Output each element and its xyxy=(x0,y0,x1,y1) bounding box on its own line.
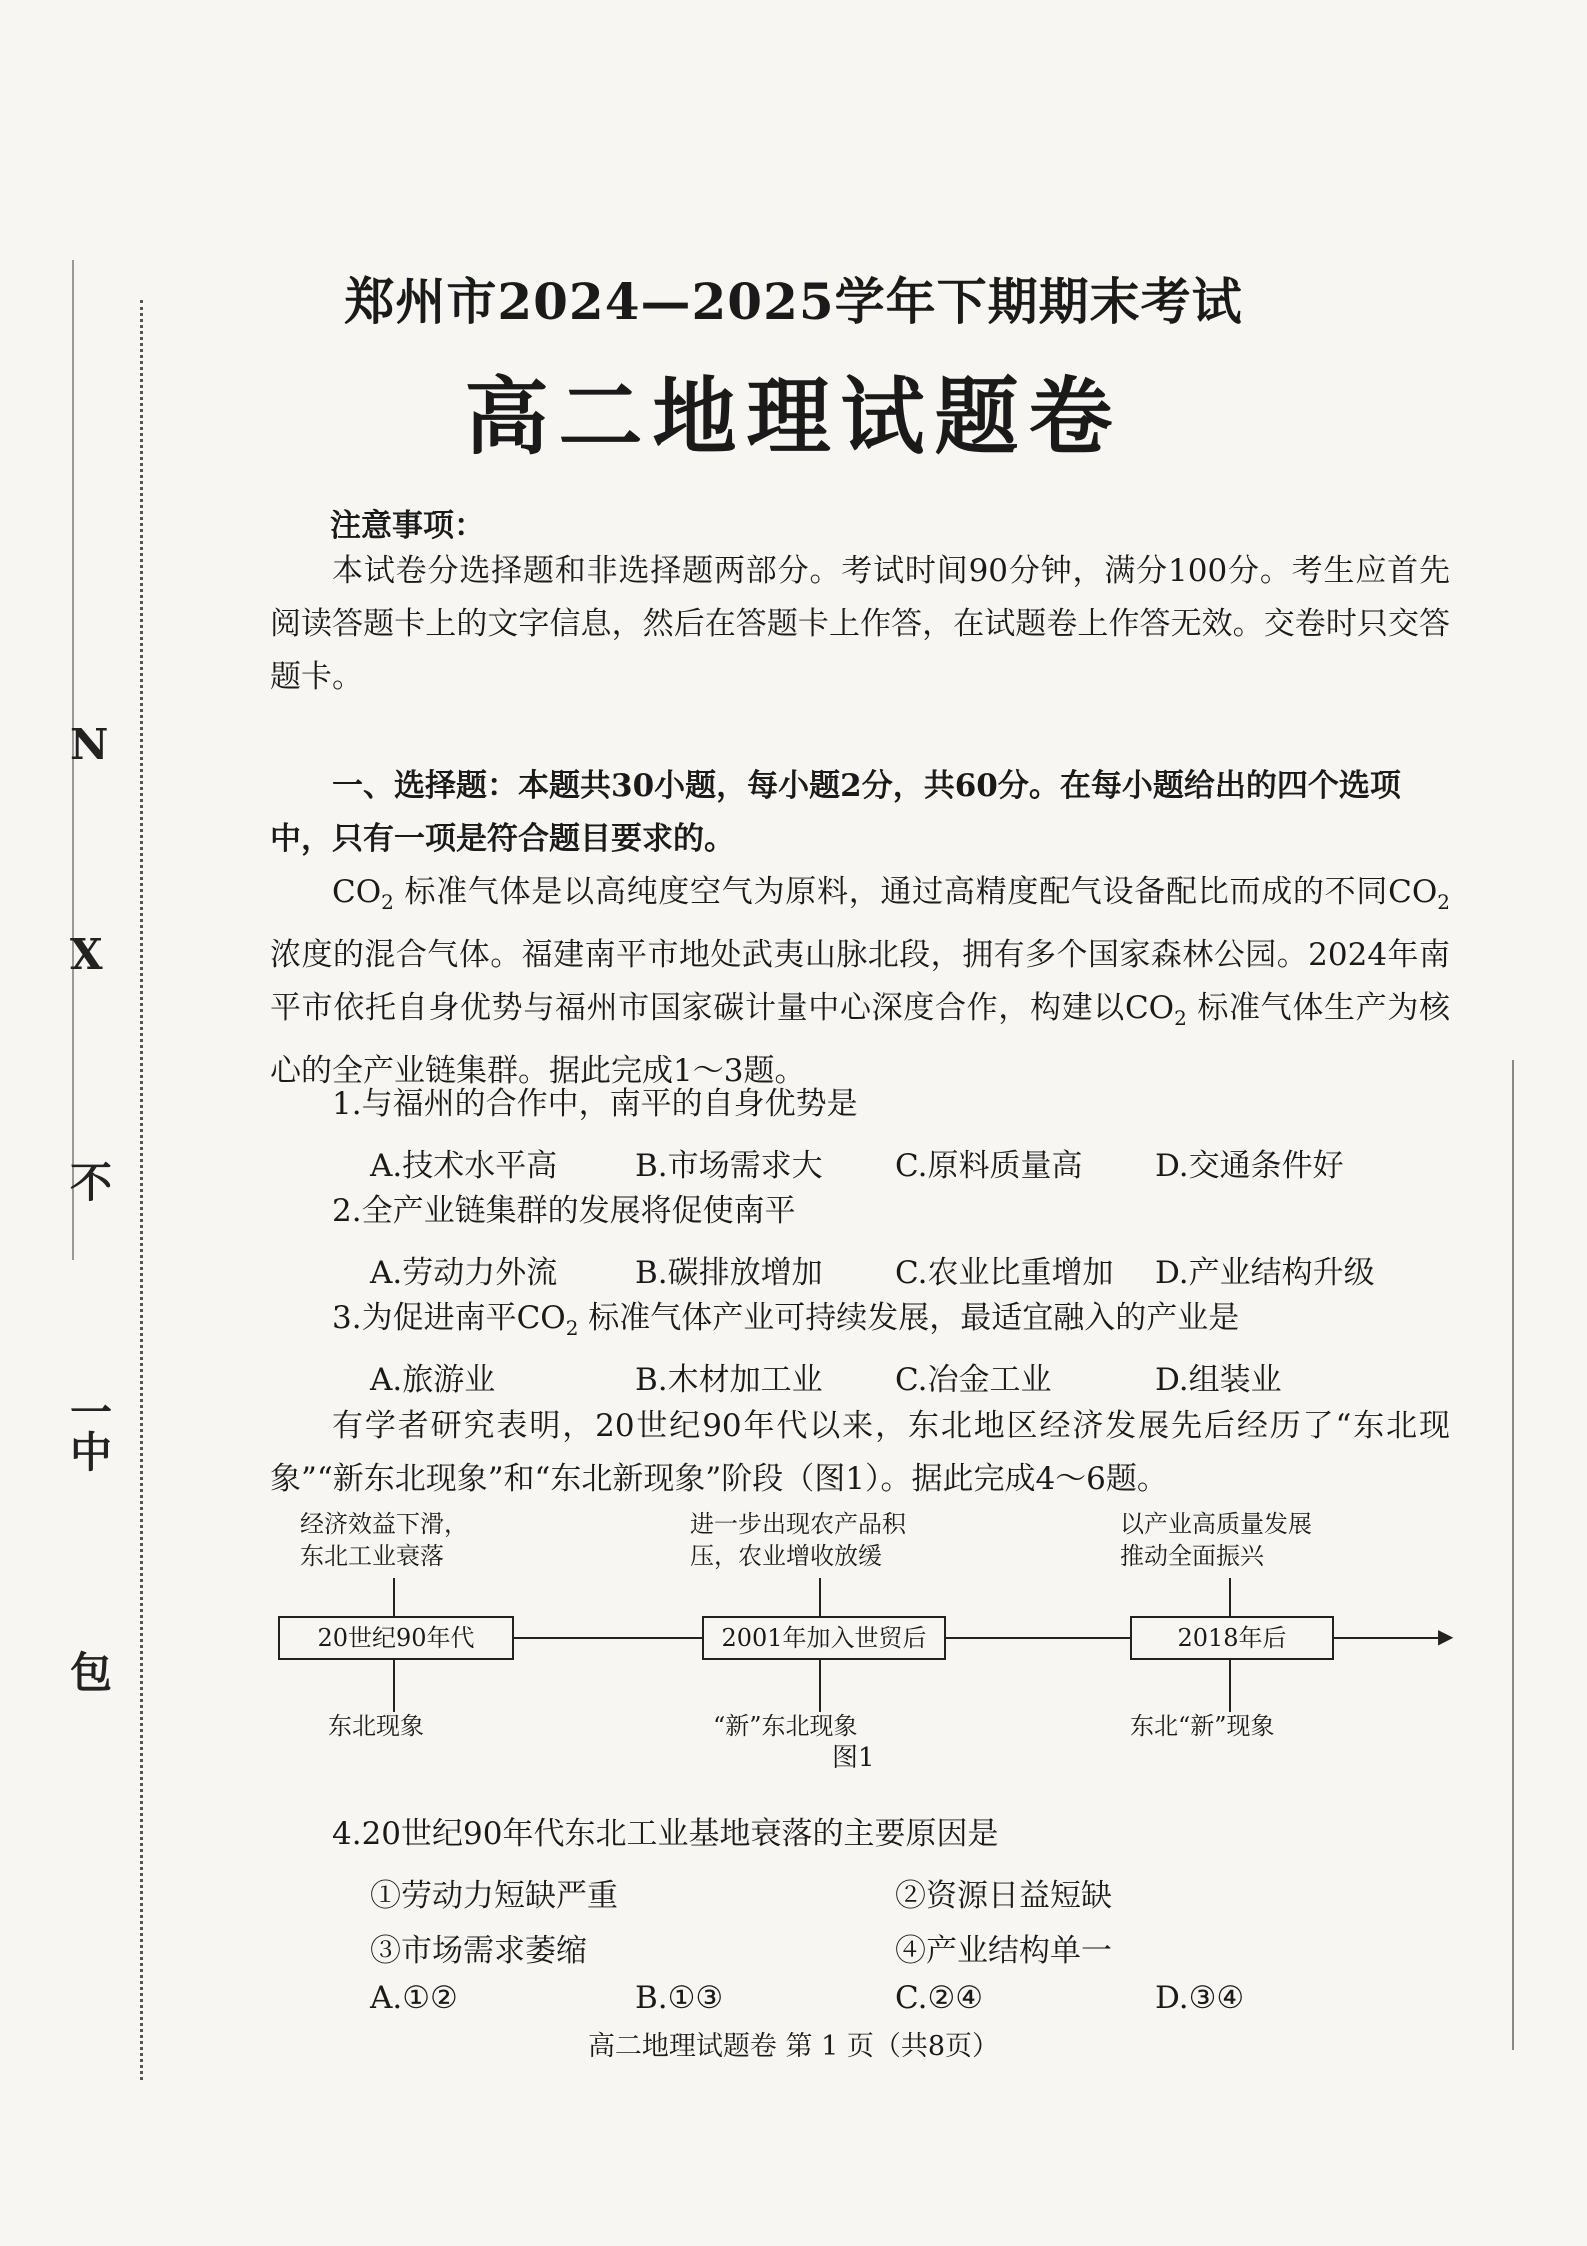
timeline-node-2-label: “新”东北现象 xyxy=(713,1712,858,1740)
question-2-stem: 2.全产业链集群的发展将促使南平 xyxy=(332,1193,796,1229)
timeline-node-2-top-line2: 压，农业增收放缓 xyxy=(690,1542,882,1570)
exam-title: 郑州市2024—2025学年下期期末考试 xyxy=(344,272,1243,331)
q4-item-1: ①劳动力短缺严重 xyxy=(370,1878,618,1914)
margin-char: X xyxy=(70,930,103,979)
page-footer: 高二地理试题卷 第 1 页（共8页） xyxy=(587,2031,1000,2062)
q4-option-a: A.①② xyxy=(370,1980,458,2016)
timeline-node-3-label: 东北“新”现象 xyxy=(1130,1712,1275,1740)
question-4-stem: 4.20世纪90年代东北工业基地衰落的主要原因是 xyxy=(332,1816,999,1852)
margin-char: 中 xyxy=(70,1428,113,1477)
q1-option-c: C.原料质量高 xyxy=(895,1148,1083,1184)
timeline-node-1-top-line1: 经济效益下滑， xyxy=(300,1510,468,1538)
timeline-node-1-stem-bottom xyxy=(393,1660,395,1712)
q2-option-d: D.产业结构升级 xyxy=(1155,1255,1375,1291)
timeline-node-2-box: 2001年加入世贸后 xyxy=(702,1616,946,1660)
passage-1: $CO_2$ 标准气体是以高纯度空气为原料，通过高精度配气设备配比而成的不同$CO_2$ 浓度的混合气体。福建南平市地处武夷山脉北段，拥有多个国家森林公园。2024年南平市依托自身优势与福州市国家碳计量中心深度合作，构建以$CO_2$ 标准气体生产为核心的全产业链集群。据此完成1～3题。 xyxy=(270,874,1450,1090)
q4-option-b: B.①③ xyxy=(635,1980,724,2016)
timeline-node-1-box: 20世纪90年代 xyxy=(278,1616,514,1660)
question-3-stem: 3.为促进南平$CO_2$ 标准气体产业可持续发展，最适宜融入的产业是 xyxy=(332,1300,1240,1341)
section-heading: 一、选择题：本题共30小题，每小题2分，共60分。在每小题给出的四个选项中，只有一项是符合题目要求的。 xyxy=(270,768,1401,857)
q2-option-a: A.劳动力外流 xyxy=(370,1255,558,1291)
q1-option-b: B.市场需求大 xyxy=(635,1148,823,1184)
notice-heading: 注意事项： xyxy=(330,508,485,544)
paper-title: 高二地理试题卷 xyxy=(464,367,1123,466)
margin-char: 包 xyxy=(70,1648,113,1697)
q2-option-c: C.农业比重增加 xyxy=(895,1255,1114,1291)
q4-item-3: ③市场需求萎缩 xyxy=(370,1933,587,1969)
timeline-node-3-top-line2: 推动全面振兴 xyxy=(1120,1542,1264,1570)
q2-option-b: B.碳排放增加 xyxy=(635,1255,823,1291)
q4-option-c: C.②④ xyxy=(895,1980,984,2016)
q4-option-d: D.③④ xyxy=(1155,1980,1245,2016)
timeline-node-3-stem-bottom xyxy=(1229,1660,1231,1712)
timeline-node-1-stem-top xyxy=(393,1578,395,1616)
timeline-node-3-stem-top xyxy=(1229,1578,1231,1616)
timeline-node-2-stem-bottom xyxy=(819,1660,821,1712)
q3-option-b: B.木材加工业 xyxy=(635,1362,823,1398)
figure-caption: 图1 xyxy=(832,1743,875,1773)
passage-2: 有学者研究表明，20世纪90年代以来，东北地区经济发展先后经历了“东北现象”“新东北现象”和“东北新现象”阶段（图1）。据此完成4～6题。 xyxy=(270,1408,1450,1497)
margin-char: 一 xyxy=(70,1388,113,1437)
question-1-stem: 1.与福州的合作中，南平的自身优势是 xyxy=(332,1086,858,1122)
timeline-node-1-top-line2: 东北工业衰落 xyxy=(300,1542,444,1570)
timeline-arrow-icon: ▶ xyxy=(1438,1624,1454,1648)
q3-option-a: A.旅游业 xyxy=(370,1362,496,1398)
q3-option-d: D.组装业 xyxy=(1155,1362,1282,1398)
q3-option-c: C.冶金工业 xyxy=(895,1362,1052,1398)
timeline-node-3-top-line1: 以产业高质量发展 xyxy=(1120,1510,1312,1538)
q1-option-a: A.技术水平高 xyxy=(370,1148,558,1184)
timeline-node-2-stem-top xyxy=(819,1578,821,1616)
q1-option-d: D.交通条件好 xyxy=(1155,1148,1344,1184)
margin-char: 不 xyxy=(70,1158,113,1207)
timeline-node-2-top-line1: 进一步出现农产品积 xyxy=(690,1510,906,1538)
timeline-node-1-label: 东北现象 xyxy=(328,1712,424,1740)
q4-item-2: ②资源日益短缺 xyxy=(895,1878,1112,1914)
q4-item-4: ④产业结构单一 xyxy=(895,1933,1112,1969)
margin-char: N xyxy=(70,720,109,769)
notice-text: 本试卷分选择题和非选择题两部分。考试时间90分钟，满分100分。考生应首先阅读答题卡上的文字信息，然后在答题卡上作答，在试题卷上作答无效。交卷时只交答题卡。 xyxy=(270,553,1450,695)
timeline-node-3-box: 2018年后 xyxy=(1130,1616,1334,1660)
